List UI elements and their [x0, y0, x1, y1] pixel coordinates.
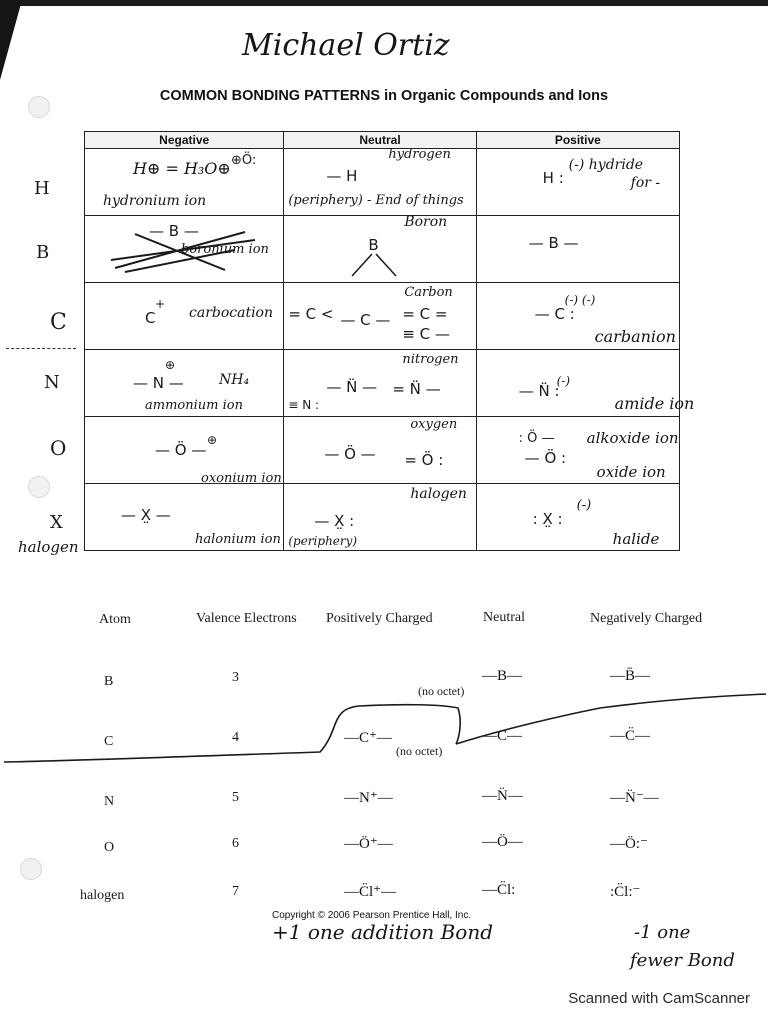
- row-neutral-b: —B—: [482, 668, 523, 684]
- o-neg-struct: — Ö —: [155, 441, 207, 459]
- row-negative-n: —N̈⁻—: [610, 790, 659, 806]
- cell-o-neutral: [284, 417, 476, 484]
- n-pos-charge: (-): [556, 374, 571, 388]
- copyright: Copyright © 2006 Pearson Prentice Hall, Inc.: [272, 910, 472, 921]
- col-header-atom: Atom: [99, 612, 131, 627]
- row-negative-o: —Ö:⁻: [610, 836, 648, 852]
- note-add-bond: +1 one addition Bond: [272, 920, 494, 944]
- o-pos-name2: oxide ion: [596, 463, 666, 481]
- row-negative-b: —B̄—: [610, 668, 651, 684]
- c-neu-label: Carbon: [404, 285, 453, 300]
- o-neu-label: oxygen: [410, 417, 458, 432]
- x-pos-charge: (-): [576, 498, 592, 513]
- student-name: Michael Ortiz: [242, 28, 450, 63]
- n-neu-label: nitrogen: [402, 352, 459, 367]
- cell-o-negative: [85, 417, 284, 484]
- row-atom-halogen: halogen: [80, 888, 125, 903]
- cell-n-positive: [476, 350, 695, 417]
- cell-b-negative: [85, 216, 284, 283]
- row-valence-o: 6: [232, 836, 239, 851]
- no-octet-label-c: (no octet): [396, 744, 443, 758]
- row-neutral-n: —N̈—: [482, 788, 523, 804]
- row-atom-o: O: [104, 840, 115, 855]
- note-minus-one: -1 one: [634, 922, 691, 943]
- row-label-n: N: [44, 372, 60, 393]
- row-neutral-c: —C—: [482, 728, 523, 744]
- o-pos-struct1: : Ö —: [518, 431, 555, 446]
- row-atom-n: N: [104, 794, 115, 809]
- header-negative: Negative: [85, 132, 284, 149]
- h-pos-note: (-) hydride: [568, 157, 644, 173]
- cell-x-positive: [476, 484, 679, 551]
- c-pos-charge: (-) (-): [564, 293, 596, 307]
- h-neg-struct: ⊕Ö:: [231, 153, 257, 168]
- x-pos-name: halide: [612, 530, 660, 548]
- scanner-watermark: Scanned with CamScanner: [568, 990, 750, 1007]
- table-row-h: [85, 149, 680, 216]
- n-neg-struct: — N —: [133, 374, 184, 392]
- h-neu-label: hydrogen: [388, 147, 451, 162]
- row-label-b: B: [36, 242, 50, 263]
- b-neu-bonds: [344, 252, 404, 282]
- c-neu-struct3: = C =: [402, 305, 448, 323]
- n-pos-name: amide ion: [614, 394, 695, 413]
- cell-h-neutral: [284, 149, 476, 216]
- row-atom-b: B: [104, 674, 114, 689]
- ink-divider-lines: [0, 690, 768, 780]
- o-neu-struct1: — Ö —: [324, 445, 376, 463]
- row-neutral-o: —Ö—: [482, 834, 523, 850]
- cell-b-neutral: [284, 216, 476, 283]
- row-label-x: X: [50, 512, 63, 533]
- page-title: COMMON BONDING PATTERNS in Organic Compounds and Ions: [159, 88, 609, 104]
- row-atom-c: C: [104, 734, 114, 749]
- table-row-b: [85, 216, 680, 283]
- row-label-c: C: [50, 310, 67, 335]
- row-negative-c: —C̈—: [610, 728, 651, 744]
- o-neu-struct2: = Ö :: [404, 451, 444, 469]
- row-valence-n: 5: [232, 790, 239, 805]
- cell-x-negative: [85, 484, 284, 551]
- row-label-o: O: [50, 436, 67, 460]
- b-neg-scribble: [105, 220, 265, 276]
- cell-o-positive: [476, 417, 679, 484]
- col-header-negative: Negatively Charged: [590, 611, 703, 626]
- table-row-c: [85, 283, 680, 350]
- x-neu-note: (periphery): [288, 534, 358, 548]
- row-positive-halogen: —C̈l⁺—: [344, 884, 397, 900]
- row-valence-b: 3: [232, 670, 239, 685]
- c-pos-struct: — C :: [534, 305, 575, 323]
- row-positive-o: —Ö⁺—: [344, 836, 393, 852]
- cell-h-negative: [85, 149, 284, 216]
- n-neu-struct1: — N̈ —: [326, 378, 378, 396]
- table-row-o: [85, 417, 680, 484]
- row-negative-halogen: :C̈l:⁻: [610, 884, 641, 900]
- row-label-h: H: [34, 178, 50, 199]
- o-neg-name: oxonium ion: [201, 471, 282, 486]
- table-row-n: [85, 350, 680, 417]
- c-neg-struct: C: [145, 309, 156, 327]
- o-pos-name1: alkoxide ion: [586, 429, 679, 447]
- header-positive: Positive: [476, 132, 679, 149]
- c-neg-name: carbocation: [189, 305, 274, 321]
- n-neg-charge: ⊕: [165, 358, 176, 372]
- col-header-neutral: Neutral: [483, 610, 525, 625]
- binder-hole: [20, 858, 42, 880]
- row-valence-halogen: 7: [232, 884, 239, 899]
- x-neu-label: halogen: [410, 486, 467, 502]
- n-neu-struct2: = N̈ —: [392, 380, 441, 398]
- cell-n-neutral: [284, 350, 476, 417]
- scan-corner-shadow: [0, 0, 22, 80]
- c-pos-name: carbanion: [594, 327, 676, 346]
- c-neu-struct4: ≡ C —: [402, 325, 450, 343]
- col-header-valence: Valence Electrons: [196, 611, 297, 626]
- h-neu-note: (periphery) - End of things: [288, 193, 464, 208]
- no-octet-label-b: (no octet): [418, 684, 465, 698]
- c-neu-struct2: — C —: [340, 311, 391, 329]
- cell-b-positive: [476, 216, 679, 283]
- scan-edge-top: [0, 0, 768, 6]
- table-row-x: [85, 484, 680, 551]
- cell-c-positive: [476, 283, 679, 350]
- cell-n-negative: [85, 350, 284, 417]
- cell-c-negative: [85, 283, 284, 350]
- b-pos-struct: — B —: [528, 234, 579, 252]
- h-neg-name: hydronium ion: [103, 193, 207, 209]
- x-pos-struct: : X̤ :: [532, 510, 563, 528]
- c-neg-charge: +: [155, 297, 166, 311]
- h-neu-struct: — H: [326, 167, 358, 185]
- h-pos-struct: H :: [542, 169, 564, 187]
- n-neg-formula: NH₄: [219, 372, 250, 388]
- col-header-positive: Positively Charged: [326, 611, 433, 626]
- n-neu-struct3: ≡ N :: [288, 398, 320, 412]
- h-pos-note2: for -: [630, 175, 661, 191]
- b-neu-label: Boron: [404, 214, 448, 230]
- n-pos-struct: — N̈ :: [518, 382, 560, 400]
- cell-x-neutral: [284, 484, 476, 551]
- row-positive-n: —N⁺—: [344, 790, 393, 806]
- note-fewer-bond: fewer Bond: [630, 950, 735, 971]
- row-label-halogen: halogen: [18, 538, 79, 556]
- row-neutral-halogen: —C̈l:: [482, 882, 516, 898]
- row-positive-c: —C⁺—: [344, 730, 392, 746]
- header-neutral: Neutral: [284, 132, 476, 149]
- binder-hole: [28, 476, 50, 498]
- b-neg-name: boronium ion: [181, 242, 269, 257]
- cell-h-positive: [476, 149, 679, 216]
- b-neg-struct: — B —: [149, 222, 199, 240]
- o-neg-charge: ⊕: [207, 433, 218, 447]
- o-pos-struct2: — Ö :: [524, 449, 567, 467]
- h-neg-formula: H⊕ = H₃O⊕: [133, 159, 231, 178]
- row-valence-c: 4: [232, 730, 239, 745]
- c-neu-struct1: = C <: [288, 305, 334, 323]
- b-neu-struct: B: [368, 236, 379, 254]
- margin-divider: [6, 348, 76, 349]
- cell-c-neutral: [284, 283, 476, 350]
- x-neg-name: halonium ion: [195, 532, 281, 547]
- n-neg-name: ammonium ion: [145, 398, 243, 413]
- x-neu-struct: — X̤ :: [314, 512, 355, 530]
- bonding-table: [84, 131, 695, 551]
- x-neg-struct: — X̤ —: [121, 506, 171, 524]
